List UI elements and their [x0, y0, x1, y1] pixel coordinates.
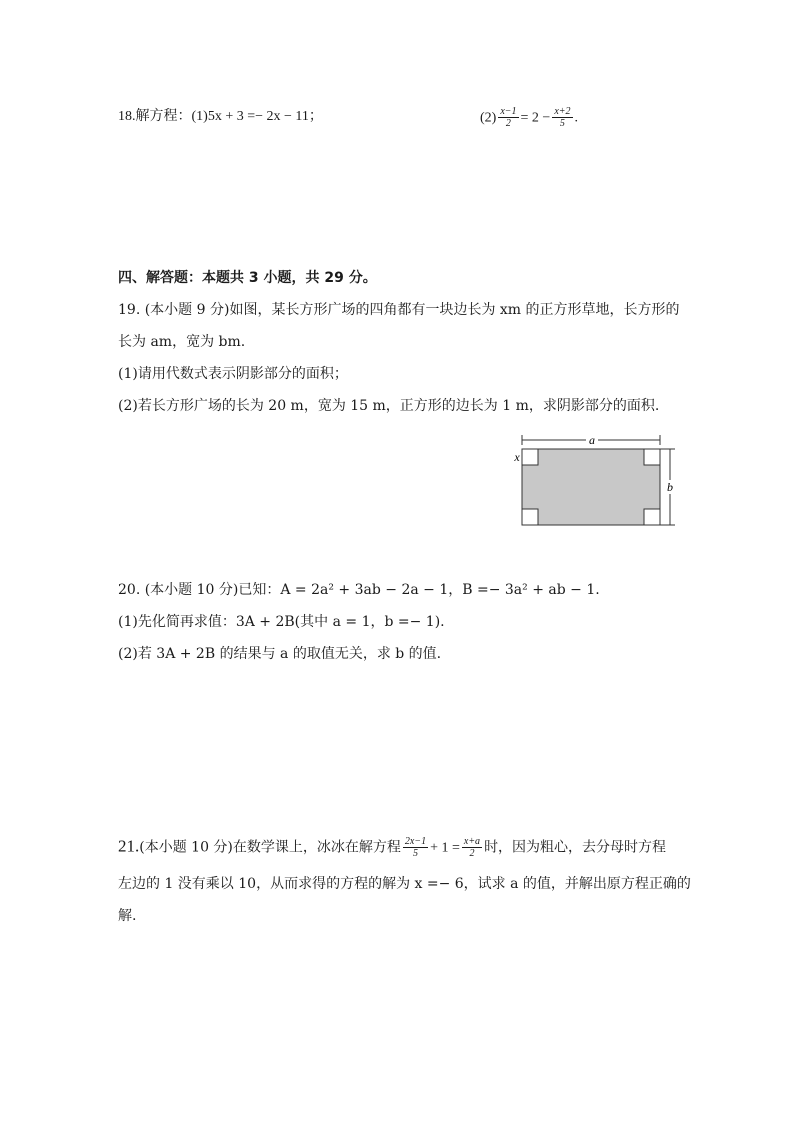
- q21-fraction-2: [462, 836, 482, 859]
- q20-line-1: 20. (本小题 10 分)已知：A = 2a² + 3ab − 2a − 1，B =− 3a² + ab − 1.: [118, 582, 600, 598]
- q21-line-2: 左边的 1 没有乘以 10，从而求得的方程的解为 x =− 6，试求 a 的值，并解出原方程正确的: [118, 876, 691, 892]
- q19-line-2: 长为 am，宽为 bm.: [118, 334, 246, 350]
- q18-part1-tag: (1): [191, 109, 208, 124]
- label-x: x: [514, 450, 520, 464]
- q21-fraction-2-denominator: 2: [469, 848, 475, 859]
- q18-part1-equation: 5x + 3 =− 2x − 11；: [207, 109, 323, 124]
- q21-fraction-1-numerator: 2x−1: [404, 836, 427, 847]
- corner-square-bottom-right: [644, 509, 660, 525]
- q18-part2-middle: = 2 −: [520, 110, 551, 126]
- q18-fraction-2-denominator: 5: [559, 118, 565, 129]
- section-4-heading: 四、解答题：本题共 3 小题，共 29 分。: [118, 270, 377, 286]
- q21-post: 时，因为粗心，去分母时方程: [484, 839, 667, 856]
- corner-square-top-right: [644, 449, 660, 465]
- q18-number: 18.: [118, 109, 136, 124]
- shaded-rectangle: [522, 449, 660, 525]
- q21-fraction-1-denominator: 5: [412, 848, 418, 859]
- q18-fraction-1-denominator: 2: [505, 118, 511, 129]
- q21-fraction-1: [403, 836, 428, 859]
- q18-label: 解方程：: [135, 108, 192, 124]
- q19-part-2: (2)若长方形广场的长为 20 m，宽为 15 m，正方形的边长为 1 m，求阴影部分的面积.: [118, 398, 660, 414]
- q18-fraction-2: [552, 106, 572, 129]
- q18-part2-end: .: [574, 110, 578, 126]
- q20-part-2: (2)若 3A + 2B 的结果与 a 的取值无关，求 b 的值.: [118, 646, 442, 662]
- corner-square-bottom-left: [522, 509, 538, 525]
- q18-part2-tag: (2): [480, 110, 497, 126]
- q19-rectangle-figure: [510, 430, 680, 530]
- q18-fraction-1-numerator: x−1: [500, 106, 517, 117]
- q21-line-1: [118, 836, 666, 859]
- corner-square-top-left: [522, 449, 538, 465]
- q21-middle: + 1 =: [430, 840, 460, 856]
- label-a: a: [589, 433, 595, 447]
- q18-part2: [480, 106, 578, 129]
- q19-line-1: 19. (本小题 9 分)如图，某长方形广场的四角都有一块边长为 xm 的正方形草地，长方形的: [118, 302, 680, 318]
- q19-part-1: (1)请用代数式表示阴影部分的面积；: [118, 366, 348, 382]
- q18-fraction-2-numerator: x+2: [554, 106, 571, 117]
- q21-fraction-2-numerator: x+a: [463, 836, 481, 847]
- label-b: b: [667, 480, 673, 494]
- q20-part-1: (1)先化简再求值：3A + 2B(其中 a = 1，b =− 1).: [118, 614, 445, 630]
- q18-line: [118, 106, 323, 127]
- q21-number: 21.: [118, 836, 140, 856]
- q21-pre: (本小题 10 分)在数学课上，冰冰在解方程: [139, 839, 401, 856]
- q18-fraction-1: [498, 106, 518, 129]
- q21-line-3: 解.: [118, 908, 137, 924]
